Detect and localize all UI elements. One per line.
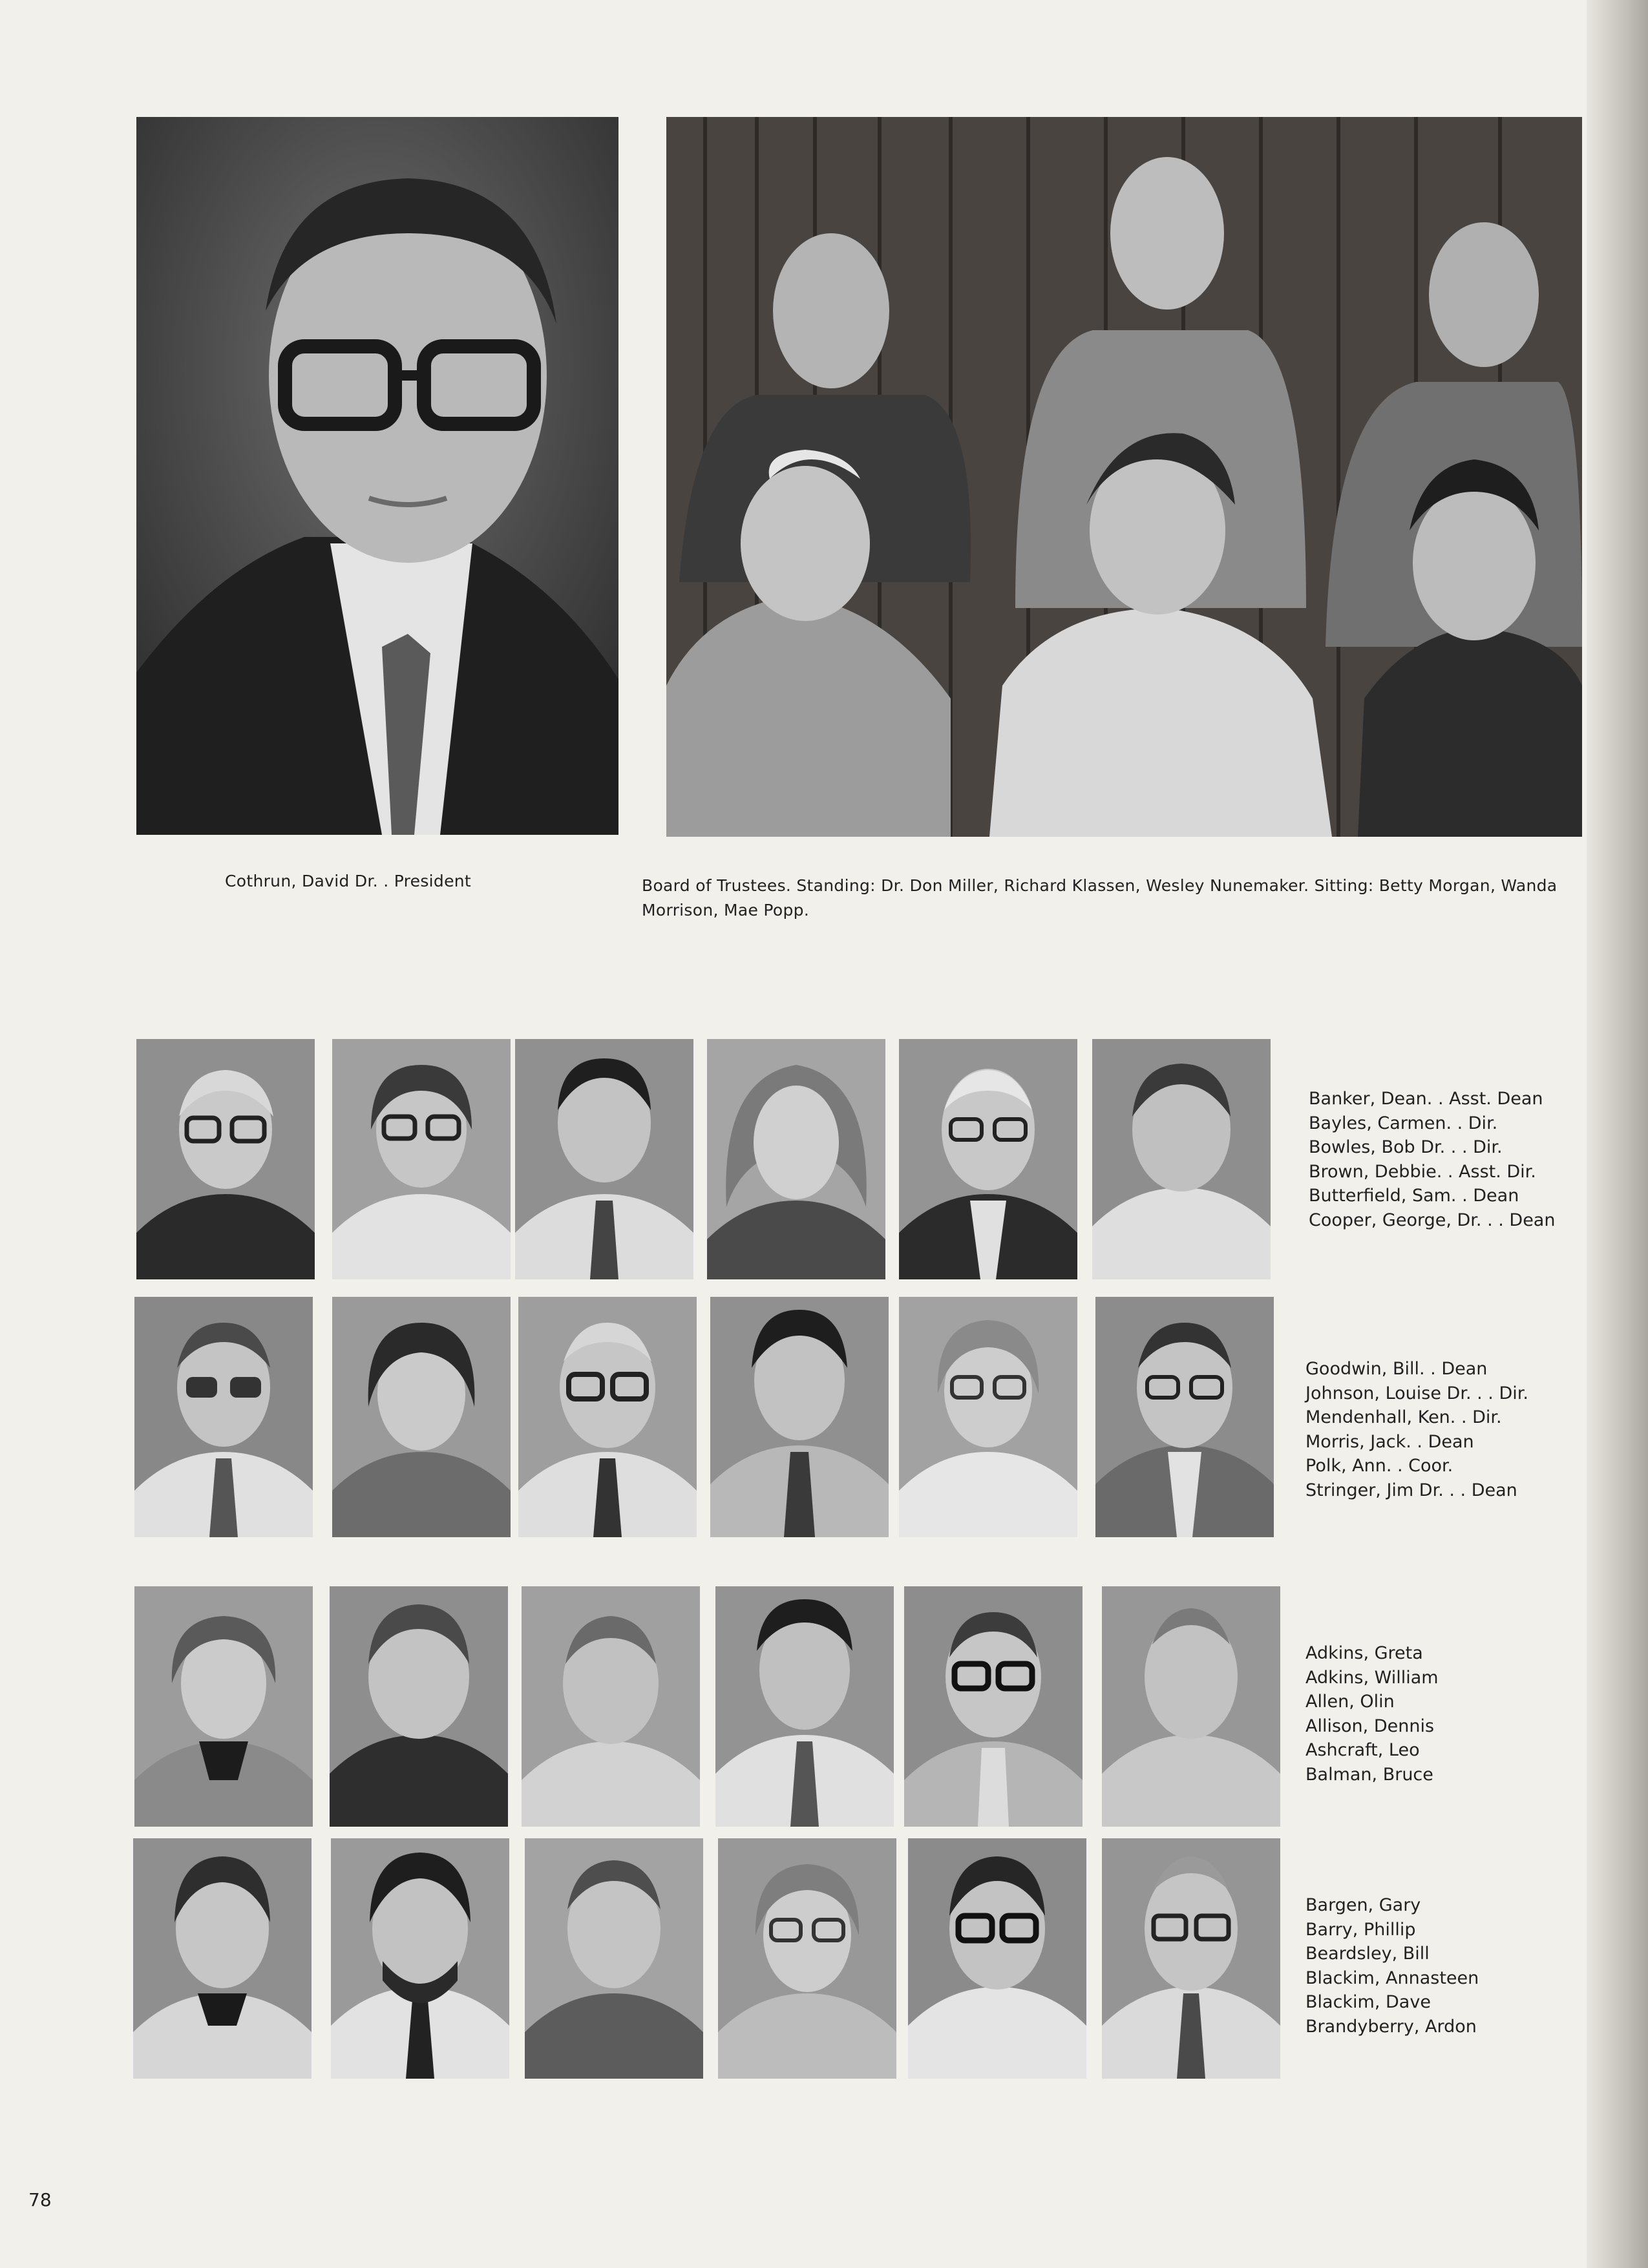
- board-caption: Board of Trustees. Standing: Dr. Don Miller, Richard Klassen, Wesley Nunemaker. Sitting: Betty Morgan, Wanda Morrison, Mae Popp.: [642, 876, 1558, 919]
- staff-portrait: [133, 1838, 312, 2079]
- president-portrait-photo: [136, 117, 618, 835]
- staff-name: Stringer, Jim Dr. . . Dean: [1305, 1480, 1517, 1500]
- staff-name: Cooper, George, Dr. . . Dean: [1309, 1210, 1556, 1230]
- staff-names-list: [1309, 1087, 1555, 1232]
- staff-portrait: [518, 1297, 697, 1537]
- staff-portrait: [899, 1297, 1077, 1537]
- staff-name: Adkins, William: [1305, 1667, 1439, 1688]
- staff-name: Polk, Ann. . Coor.: [1305, 1456, 1453, 1476]
- staff-name: Barry, Phillip: [1305, 1919, 1416, 1940]
- staff-portrait: [331, 1838, 509, 2079]
- staff-name: Bargen, Gary: [1305, 1895, 1421, 1915]
- staff-portrait: [332, 1039, 511, 1279]
- staff-portrait: [134, 1297, 313, 1537]
- staff-portrait: [134, 1586, 313, 1827]
- staff-name: Bowles, Bob Dr. . . Dir.: [1309, 1137, 1503, 1157]
- staff-portrait: [899, 1039, 1077, 1279]
- staff-name: Blackim, Dave: [1305, 1992, 1431, 2012]
- page-binding-edge: [1587, 0, 1648, 2268]
- staff-name: Johnson, Louise Dr. . . Dir.: [1305, 1383, 1528, 1403]
- staff-name: Blackim, Annasteen: [1305, 1968, 1479, 1988]
- page-number: 78: [28, 2189, 52, 2210]
- staff-portrait: [710, 1297, 889, 1537]
- staff-portrait: [1102, 1838, 1280, 2079]
- staff-name: Allison, Dennis: [1305, 1716, 1435, 1736]
- staff-name: Mendenhall, Ken. . Dir.: [1305, 1407, 1502, 1427]
- staff-name: Ashcraft, Leo: [1305, 1740, 1420, 1760]
- staff-portrait: [332, 1297, 511, 1537]
- staff-portrait: [1092, 1039, 1271, 1279]
- staff-name: Allen, Olin: [1305, 1692, 1395, 1712]
- staff-name: Brown, Debbie. . Asst. Dir.: [1309, 1161, 1536, 1182]
- staff-portrait: [1102, 1586, 1280, 1827]
- staff-portrait: [330, 1586, 508, 1827]
- board-of-trustees-photo: [666, 117, 1582, 837]
- staff-portrait: [515, 1039, 693, 1279]
- staff-name: Butterfield, Sam. . Dean: [1309, 1186, 1519, 1206]
- staff-name: Balman, Bruce: [1305, 1764, 1433, 1785]
- staff-portrait: [525, 1838, 703, 2079]
- staff-name: Beardsley, Bill: [1305, 1944, 1430, 1964]
- staff-names-list: [1305, 1357, 1528, 1502]
- staff-portrait: [718, 1838, 896, 2079]
- staff-portrait: [522, 1586, 700, 1827]
- staff-portrait: [136, 1039, 315, 1279]
- president-caption: Cothrun, David Dr. . President: [225, 872, 472, 890]
- staff-names-list: [1305, 1641, 1439, 1787]
- staff-name: Adkins, Greta: [1305, 1643, 1423, 1663]
- staff-portrait: [1095, 1297, 1274, 1537]
- staff-name: Bayles, Carmen. . Dir.: [1309, 1113, 1498, 1133]
- staff-name: Morris, Jack. . Dean: [1305, 1431, 1474, 1452]
- staff-portrait: [707, 1039, 885, 1279]
- staff-names-list: [1305, 1893, 1479, 2039]
- staff-portrait: [908, 1838, 1086, 2079]
- staff-portrait: [715, 1586, 894, 1827]
- staff-name: Banker, Dean. . Asst. Dean: [1309, 1089, 1543, 1109]
- staff-name: Brandyberry, Ardon: [1305, 2016, 1477, 2037]
- staff-name: Goodwin, Bill. . Dean: [1305, 1359, 1488, 1379]
- staff-portrait: [904, 1586, 1083, 1827]
